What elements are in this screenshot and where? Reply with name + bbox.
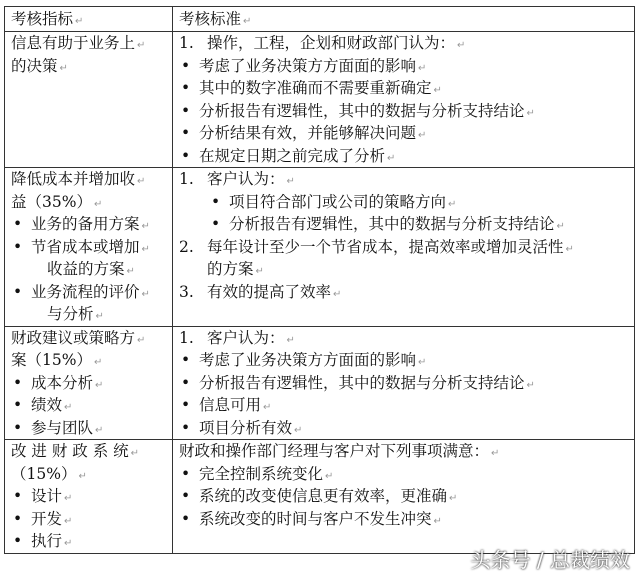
header-standard-cell	[173, 7, 635, 32]
line-text: 系统改变的时间与客户不发生冲突	[199, 509, 432, 528]
bullet-icon: •	[181, 418, 191, 437]
line-text: 项目分析有效	[199, 418, 293, 437]
paragraph-mark-icon: ↵	[418, 62, 427, 74]
line-text: 每年设计至少一个节省成本，提高效率或增加灵活性	[207, 237, 564, 256]
paragraph-mark-icon: ↵	[64, 402, 73, 413]
text-line	[11, 213, 168, 236]
indicator-cell	[5, 326, 173, 440]
standard-cell	[173, 440, 635, 554]
text-line	[11, 349, 168, 372]
text-line	[179, 327, 630, 350]
text-line	[179, 372, 630, 395]
header-standard: 考核标准	[179, 10, 242, 28]
text-line	[11, 417, 168, 440]
line-text: 客户认为：	[207, 170, 285, 188]
line-text: 分析结果有效，并能够解决问题	[199, 124, 417, 142]
line-text: （15%）	[11, 464, 77, 483]
bullet-icon: •	[13, 373, 23, 392]
paragraph-mark-icon: ↵	[433, 85, 442, 96]
bullet-icon: •	[181, 124, 191, 142]
text-line	[179, 508, 630, 531]
bullet-icon: •	[13, 509, 23, 528]
line-text: 其中的数字准确而不需要重新确定	[199, 79, 432, 97]
line-text: 收益的方案	[47, 260, 125, 278]
line-text: 降低成本并增加收	[11, 170, 136, 188]
standard-cell	[173, 32, 635, 168]
line-text: 开发	[31, 509, 63, 528]
bullet-icon: •	[211, 192, 221, 211]
bullet-icon: •	[181, 487, 191, 505]
line-text: 财政建议或策略方	[11, 328, 136, 347]
text-line	[11, 372, 168, 395]
text-line	[11, 236, 168, 259]
line-text: 分析报告有逻辑性，其中的数据与分析支持结论	[199, 373, 525, 392]
paragraph-mark-icon: ↵	[64, 493, 73, 504]
table-row	[5, 32, 635, 168]
paragraph-mark-icon: ↵	[286, 176, 295, 187]
line-text: 考虑了业务决策方方面面的影响	[199, 351, 417, 369]
bullet-icon: •	[13, 215, 23, 233]
text-line	[11, 440, 168, 463]
list-number: 3.	[179, 282, 194, 301]
text-line	[11, 463, 168, 486]
line-text: 执行	[31, 532, 63, 550]
text-line	[11, 258, 168, 281]
paragraph-mark-icon: ↵	[95, 379, 104, 391]
paragraph-mark-icon: ↵	[59, 62, 68, 74]
text-line	[179, 440, 630, 463]
text-line	[179, 145, 630, 168]
text-line	[179, 281, 630, 304]
text-line	[11, 485, 168, 508]
text-line	[11, 168, 168, 191]
list-number: 1.	[179, 328, 194, 347]
table-row	[5, 168, 635, 327]
text-line	[179, 394, 630, 417]
paragraph-mark-icon: ↵	[325, 470, 334, 482]
bullet-icon: •	[181, 464, 191, 483]
paragraph-mark-icon: ↵	[286, 334, 295, 346]
bullet-icon: •	[181, 396, 191, 414]
text-line	[11, 55, 168, 78]
paragraph-mark-icon: ↵	[141, 221, 150, 232]
text-line	[179, 55, 630, 78]
line-text: 的决策	[11, 56, 58, 75]
text-line	[179, 258, 630, 281]
line-text: 设计	[31, 487, 63, 505]
paragraph-mark-icon: ↵	[418, 130, 427, 141]
paragraph-mark-icon: ↵	[75, 16, 84, 27]
paragraph-mark-icon: ↵	[78, 470, 87, 482]
bullet-icon: •	[13, 237, 23, 256]
line-text: 完全控制系统变化	[199, 464, 324, 483]
indicator-cell	[5, 32, 173, 168]
paragraph-mark-icon: ↵	[387, 152, 396, 164]
table-row	[5, 326, 635, 440]
header-indicator-cell	[5, 7, 173, 32]
paragraph-mark-icon: ↵	[433, 515, 442, 527]
text-line	[179, 349, 630, 372]
line-text: 信息可用	[199, 396, 262, 414]
paragraph-mark-icon: ↵	[491, 448, 500, 459]
line-text: 系统的改变使信息更有效率，更准确	[199, 487, 448, 505]
line-text: 考虑了业务决策方方面面的影响	[199, 56, 417, 75]
bullet-icon: •	[181, 79, 191, 97]
line-text: 分析报告有逻辑性，其中的数据与分析支持结论	[229, 215, 555, 233]
text-line	[11, 530, 168, 553]
paragraph-mark-icon: ↵	[137, 40, 146, 51]
list-number: 1.	[179, 34, 194, 52]
bullet-icon: •	[13, 418, 23, 437]
paragraph-mark-icon: ↵	[457, 40, 466, 51]
text-line	[179, 236, 630, 259]
paragraph-mark-icon: ↵	[526, 107, 535, 119]
bullet-icon: •	[13, 532, 23, 550]
bullet-icon: •	[211, 215, 221, 233]
text-line	[179, 168, 630, 191]
paragraph-mark-icon: ↵	[64, 538, 73, 549]
text-line	[179, 32, 630, 55]
text-line	[11, 394, 168, 417]
bullet-icon: •	[13, 396, 23, 414]
line-text: 信息有助于业务上	[11, 34, 136, 52]
text-line	[11, 327, 168, 350]
bullet-icon: •	[181, 146, 191, 165]
paragraph-mark-icon: ↵	[556, 221, 565, 232]
header-indicator: 考核指标	[11, 10, 74, 28]
indicator-cell	[5, 168, 173, 327]
text-line	[11, 508, 168, 531]
bullet-icon: •	[181, 101, 191, 120]
paragraph-mark-icon: ↵	[526, 379, 535, 391]
line-text: 财政和操作部门经理与客户对下列事项满意：	[179, 442, 490, 460]
indicator-cell	[5, 440, 173, 554]
paragraph-mark-icon: ↵	[141, 243, 150, 255]
line-text: 有效的提高了效率	[207, 282, 332, 301]
paragraph-mark-icon: ↵	[93, 198, 103, 210]
paragraph-mark-icon: ↵	[95, 311, 104, 322]
line-text: 的方案	[207, 260, 254, 278]
line-text: 与分析	[47, 305, 94, 323]
line-text: 客户认为：	[207, 328, 285, 347]
paragraph-mark-icon: ↵	[93, 357, 103, 368]
line-text: 成本分析	[31, 373, 94, 392]
list-number: 1.	[179, 170, 194, 188]
line-text: 操作，工程，企划和财政部门认为：	[207, 34, 456, 52]
line-text: 益（35%）	[11, 192, 92, 211]
bullet-icon: •	[181, 373, 191, 392]
table-row	[5, 440, 635, 554]
paragraph-mark-icon: ↵	[137, 176, 146, 187]
bullet-icon: •	[13, 487, 23, 505]
text-line	[179, 191, 630, 214]
line-text: 项目符合部门或公司的策略方向	[229, 192, 447, 211]
line-text: 节省成本或增加	[31, 237, 140, 256]
paragraph-mark-icon: ↵	[141, 288, 150, 300]
paragraph-mark-icon: ↵	[418, 357, 427, 368]
line-text: 分析报告有逻辑性，其中的数据与分析支持结论	[199, 101, 525, 120]
line-text: 绩效	[31, 396, 63, 414]
text-line	[11, 281, 168, 304]
text-line	[179, 122, 630, 145]
paragraph-mark-icon: ↵	[565, 243, 574, 255]
text-line	[11, 32, 168, 55]
paragraph-mark-icon: ↵	[449, 493, 458, 504]
line-text: 案（15%）	[11, 351, 92, 369]
table-header-row	[5, 7, 635, 32]
line-text: 在规定日期之前完成了分析	[199, 146, 386, 165]
paragraph-mark-icon: ↵	[333, 288, 342, 300]
paragraph-mark-icon: ↵	[64, 515, 73, 527]
paragraph-mark-icon: ↵	[255, 266, 264, 277]
paragraph-mark-icon: ↵	[130, 448, 140, 459]
line-text: 改 进 财 政 系 统	[11, 442, 129, 460]
text-line	[11, 191, 168, 214]
bullet-icon: •	[13, 282, 23, 301]
bullet-icon: •	[181, 351, 191, 369]
paragraph-mark-icon: ↵	[95, 424, 104, 436]
bullet-icon: •	[181, 509, 191, 528]
watermark: 头条号 / 总裁绩效	[470, 548, 630, 572]
bullet-icon: •	[181, 56, 191, 75]
line-text: 参与团队	[31, 418, 94, 437]
text-line	[179, 417, 630, 440]
standard-cell	[173, 168, 635, 327]
paragraph-mark-icon: ↵	[294, 424, 303, 436]
paragraph-mark-icon: ↵	[448, 198, 457, 210]
line-text: 业务的备用方案	[31, 215, 140, 233]
assessment-table	[4, 6, 635, 554]
paragraph-mark-icon: ↵	[263, 402, 272, 413]
text-line	[179, 213, 630, 236]
paragraph-mark-icon: ↵	[137, 334, 146, 346]
text-line	[179, 463, 630, 486]
paragraph-mark-icon: ↵	[126, 266, 135, 277]
standard-cell	[173, 326, 635, 440]
list-number: 2.	[179, 237, 194, 256]
line-text: 业务流程的评价	[31, 282, 140, 301]
text-line	[11, 303, 168, 326]
text-line	[179, 77, 630, 100]
paragraph-mark-icon: ↵	[243, 16, 252, 27]
text-line	[179, 485, 630, 508]
text-line	[179, 100, 630, 123]
